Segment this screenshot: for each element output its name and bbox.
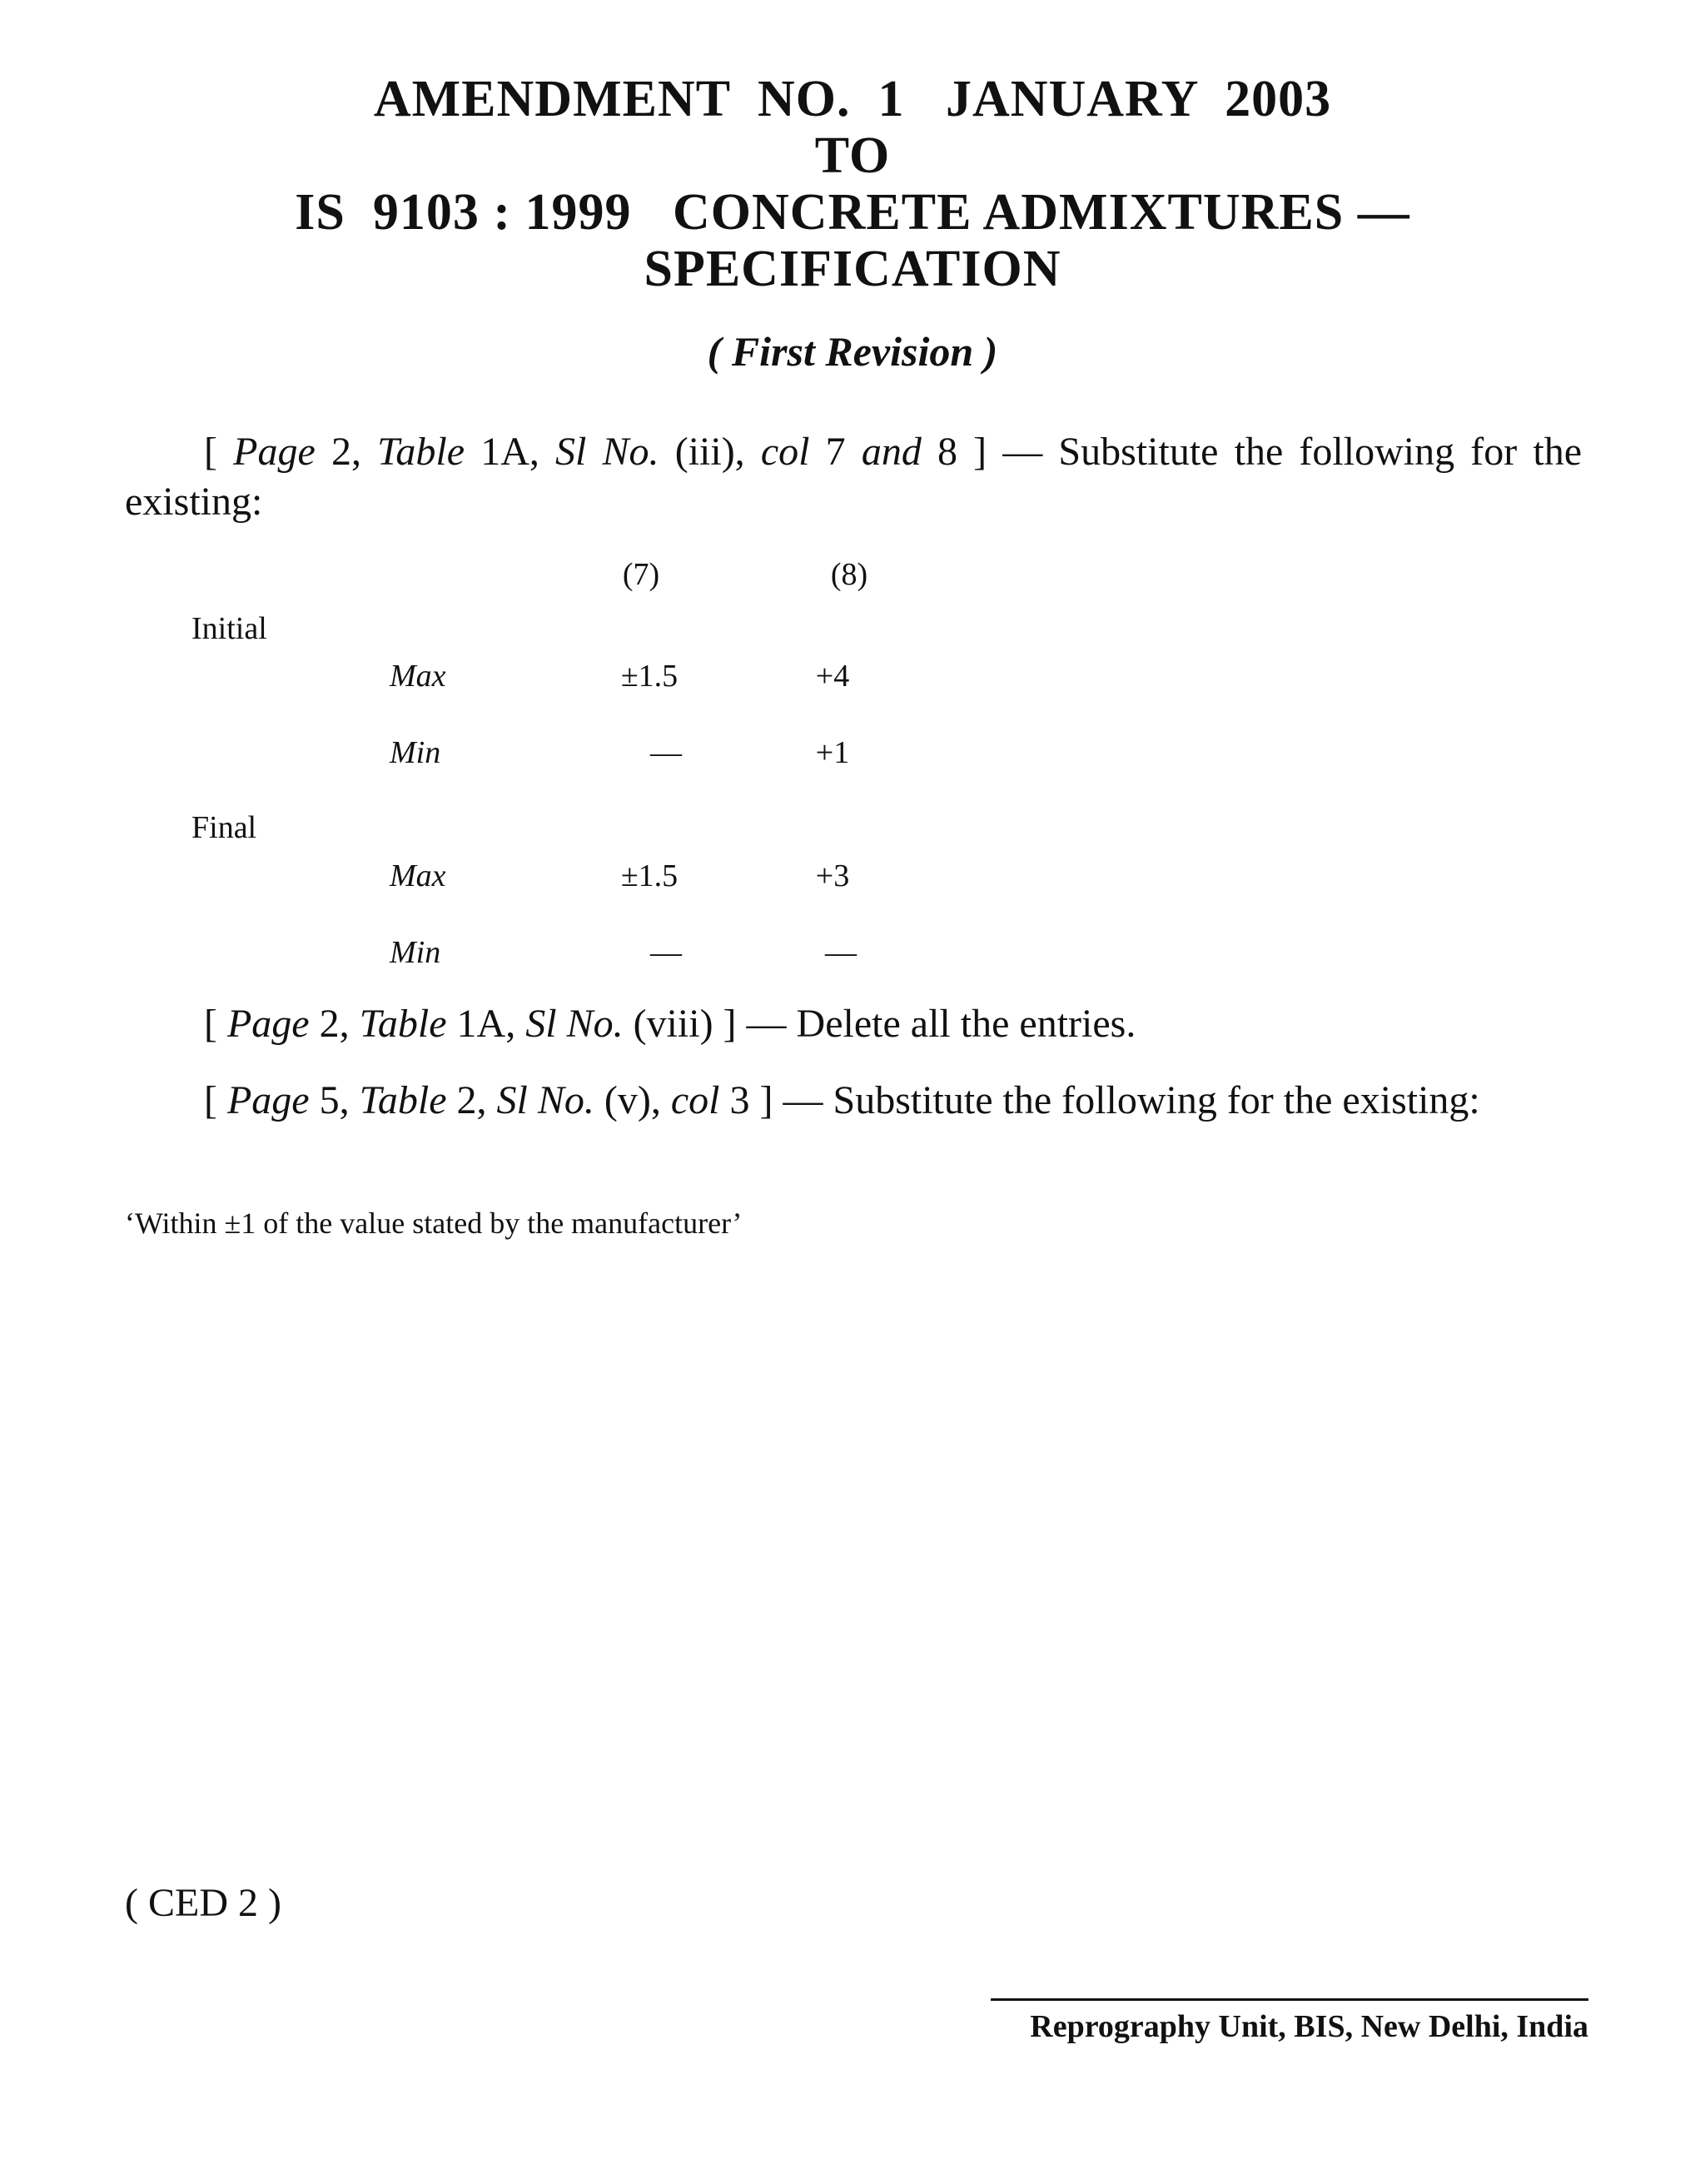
amendment-paragraph-2 — [125, 999, 1582, 1049]
row-label-max: Max — [390, 858, 446, 893]
substitution-quote: ‘Within ±1 of the value stated by the manufacturer’ — [125, 1206, 743, 1240]
cell-initial-max-8: +4 — [815, 659, 850, 694]
sl-word: Sl No. — [496, 1078, 594, 1122]
and-word: and — [861, 430, 922, 474]
row-label-min: Min — [390, 935, 441, 970]
amendment-text: (viii) ] — Delete all the entries. — [623, 1002, 1136, 1046]
sl-number: (v), — [594, 1078, 671, 1122]
table-number: 1A, — [465, 430, 556, 474]
col-word: col — [760, 430, 810, 474]
sl-word: Sl No. — [555, 430, 659, 474]
cell-final-max-8: +3 — [815, 858, 850, 893]
sl-word: Sl No. — [525, 1002, 624, 1046]
footer-divider — [991, 1998, 1588, 2001]
page-number: 5, — [309, 1078, 360, 1122]
cell-final-min-8: — — [825, 935, 857, 970]
column-header-7: (7) — [622, 557, 660, 592]
cell-final-min-7: — — [650, 935, 682, 970]
cell-initial-min-8: +1 — [815, 735, 850, 770]
table-word: Table — [377, 430, 465, 474]
table-number: 1A, — [446, 1002, 526, 1046]
title-to: TO — [814, 127, 891, 184]
bracket-open: [ — [204, 1078, 227, 1122]
group-label-final: Final — [191, 810, 257, 845]
page-word: Page — [226, 1078, 310, 1122]
col-number: 7 — [809, 430, 862, 474]
cell-final-max-7: ±1.5 — [620, 858, 679, 893]
title-standard: IS 9103 : 1999 CONCRETE ADMIXTURES — — [295, 184, 1410, 241]
amendment-text: 8 ] — Substitute the following for the existing: — [125, 430, 1583, 524]
bracket-open: [ — [204, 430, 234, 474]
committee-reference: ( CED 2 ) — [125, 1881, 281, 1925]
row-label-min: Min — [390, 735, 441, 770]
row-label-max: Max — [390, 659, 446, 694]
title-specification: SPECIFICATION — [644, 241, 1061, 297]
title-amendment: AMENDMENT NO. 1 JANUARY 2003 — [373, 71, 1332, 127]
title-block — [0, 71, 1705, 297]
group-label-initial: Initial — [191, 611, 267, 646]
column-header-8: (8) — [830, 557, 868, 592]
amendment-text: 3 ] — Substitute the following for the existing: — [719, 1078, 1480, 1122]
table-word: Table — [359, 1078, 447, 1122]
revision-label: ( First Revision ) — [707, 328, 998, 375]
sl-number: (iii), — [659, 430, 761, 474]
table-number: 2, — [446, 1078, 497, 1122]
amendment-paragraph-3 — [125, 1076, 1582, 1126]
table-word: Table — [359, 1002, 447, 1046]
page-number: 2, — [309, 1002, 360, 1046]
footer-publisher: Reprography Unit, BIS, New Delhi, India — [1030, 2009, 1588, 2044]
amendment-paragraph-1 — [125, 427, 1582, 527]
page-word: Page — [233, 430, 316, 474]
bracket-open: [ — [204, 1002, 227, 1046]
cell-initial-min-7: — — [650, 735, 682, 770]
page-word: Page — [226, 1002, 310, 1046]
cell-initial-max-7: ±1.5 — [620, 659, 679, 694]
page-number: 2, — [315, 430, 378, 474]
col-word: col — [670, 1078, 720, 1122]
